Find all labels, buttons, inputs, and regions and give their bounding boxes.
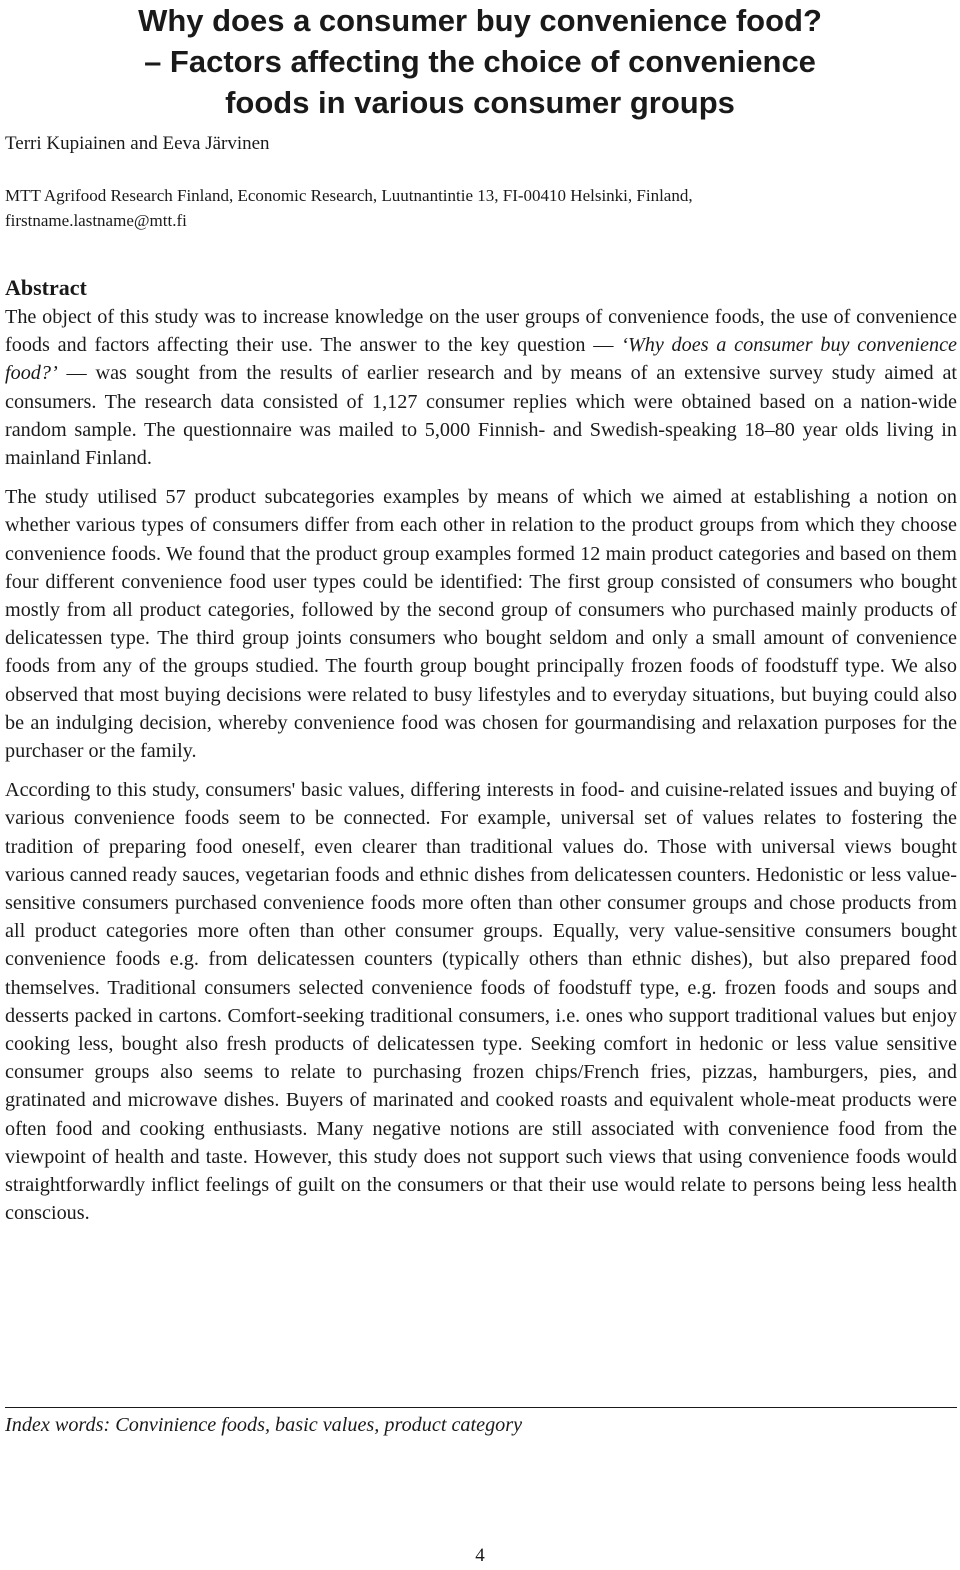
abstract-paragraph-2: The study utilised 57 product subcategories examples by means of which we aimed at establishing a notion on whether various types of consumers differ from each other in relation to the product groups from which they choose convenience foods. We found that the product group examples formed 12 main product categories and based on them four different convenience food user types could be identified: The first group consisted of consumers who bought mostly from all product categories, followed by the second group of consumers who purchased mainly products of delicatessen type. The third group joints consumers who bought seldom and only a small amount of convenience foods from any of the groups studied. The fourth group bought principally frozen foods of foodstuff type. We also observed that most buying decisions were related to busy lifestyles and to everyday situations, but buying could also be an indulging decision, whereby convenience food was chosen for gourmandising and relaxation purposes for the purchaser or the family. (5, 486, 957, 763)
abstract-paragraph-3: According to this study, consumers' basic values, differing interests in food- and cuisine-related issues and buying of various convenience foods seem to be connected. For example, universal set of values relates to fostering the tradition of preparing food oneself, even clearer than traditional values do. Those with universal views bought various canned ready sauces, vegetarian foods and ethnic dishes from delicatessen counters. Hedonistic or less value-sensitive consumers purchased convenience foods more often than other consumer groups and chose products from all product categories more often than other consumer groups. Equally, very value-sensitive consumers bought convenience foods e.g. from delicatessen counters (typically others than ethnic dishes), but also prepared food themselves. Traditional consumers selected convenience foods of foodstuff type, e.g. frozen foods and soups and desserts packed in cartons. Comfort-seeking traditional consumers, i.e. ones who support traditional values but enjoy cooking less, bought also fresh products of delicatessen type. Seeking comfort in hedonic or less value sensitive consumer groups also seems to relate to purchasing frozen chips/French fries, pizzas, hamburgers, pies, and gratinated and microwave dishes. Buyers of marinated and cooked roasts and equivalent whole-meat products were often food and cooking enthusiasts. Many negative notions are still associated with convenience food from the viewpoint of health and taste. However, this study does not support such views that using convenience foods would straightforwardly inflict feelings of guilt on the consumers or that their use would relate to persons being less health conscious. (5, 779, 957, 1225)
abstract-paragraph-1 (5, 303, 957, 472)
author-email: firstname.lastname@mtt.fi (5, 211, 187, 230)
abstract-body (5, 303, 957, 1239)
affiliation-address: MTT Agrifood Research Finland, Economic Research, Luutnantintie 13, FI-00410 Helsinki, Finland, (5, 186, 693, 205)
title-line-3: foods in various consumer groups (225, 85, 735, 120)
abstract-heading: Abstract (5, 275, 87, 300)
affiliation (5, 183, 955, 233)
abstract-p1-after: — was sought from the results of earlier research and by means of an extensive survey study aimed at consumers. The research data consisted of 1,127 consumer replies which were obtained based on a nation-wide random sample. The questionnaire was mailed to 5,000 Finnish- and Swedish-speaking 18–80 year olds living in mainland Finland. (5, 362, 958, 470)
abstract-p1-before: The object of this study was to increase knowledge on the user groups of convenience foods, the use of convenience foods and factors affecting their use. The answer to the key question — (5, 306, 957, 357)
page-number: 4 (475, 1545, 485, 1566)
paper-title (0, 0, 960, 123)
title-line-1: Why does a consumer buy convenience food? (138, 3, 822, 38)
authors: Terri Kupiainen and Eeva Järvinen (5, 133, 270, 154)
title-line-2: – Factors affecting the choice of convenience (144, 44, 816, 79)
index-words-divider (5, 1407, 957, 1408)
key-question: ‘Why does a consumer buy convenience food?’ (5, 334, 958, 385)
index-words: Index words: Convinience foods, basic values, product category (5, 1414, 523, 1436)
